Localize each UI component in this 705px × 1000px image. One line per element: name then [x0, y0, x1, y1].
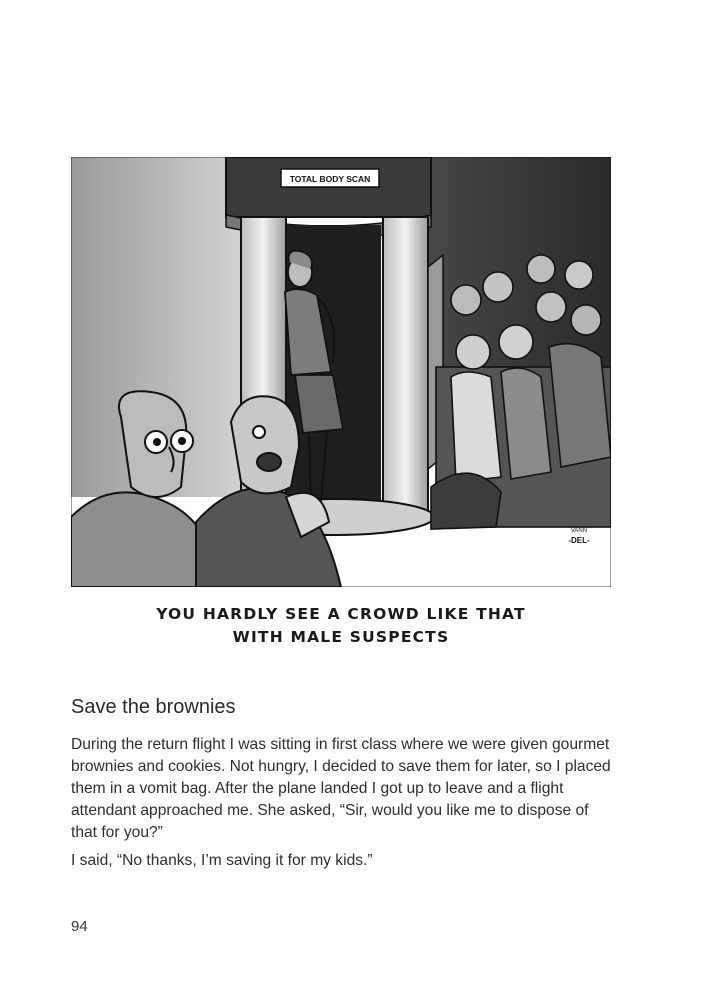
cartoon-caption: [71, 603, 611, 649]
artist-signature: -DEL-: [568, 536, 590, 545]
section-body: [71, 734, 616, 872]
page-number: 94: [71, 918, 88, 935]
section-title: Save the brownies: [71, 696, 236, 718]
body-paragraph: During the return flight I was sitting in first class where we were given gourmet brownies and cookies. Not hungry, I decided to save them for later, so I placed them in a vomit bag. After the plane landed I got up to leave and a flight attendant approached me. She asked, “Sir, would you like me to dispose of that for you?”: [71, 736, 611, 841]
caption-line-2: WITH MALE SUSPECTS: [232, 628, 450, 646]
cartoon-illustration: [71, 157, 611, 587]
artist-signature-small: VANN: [570, 528, 588, 534]
caption-line-1: YOU HARDLY SEE A CROWD LIKE THAT: [156, 605, 526, 623]
scanner-sign-text: TOTAL BODY SCAN: [289, 174, 371, 184]
body-paragraph: I said, “No thanks, I’m saving it for my kids.”: [71, 852, 373, 869]
